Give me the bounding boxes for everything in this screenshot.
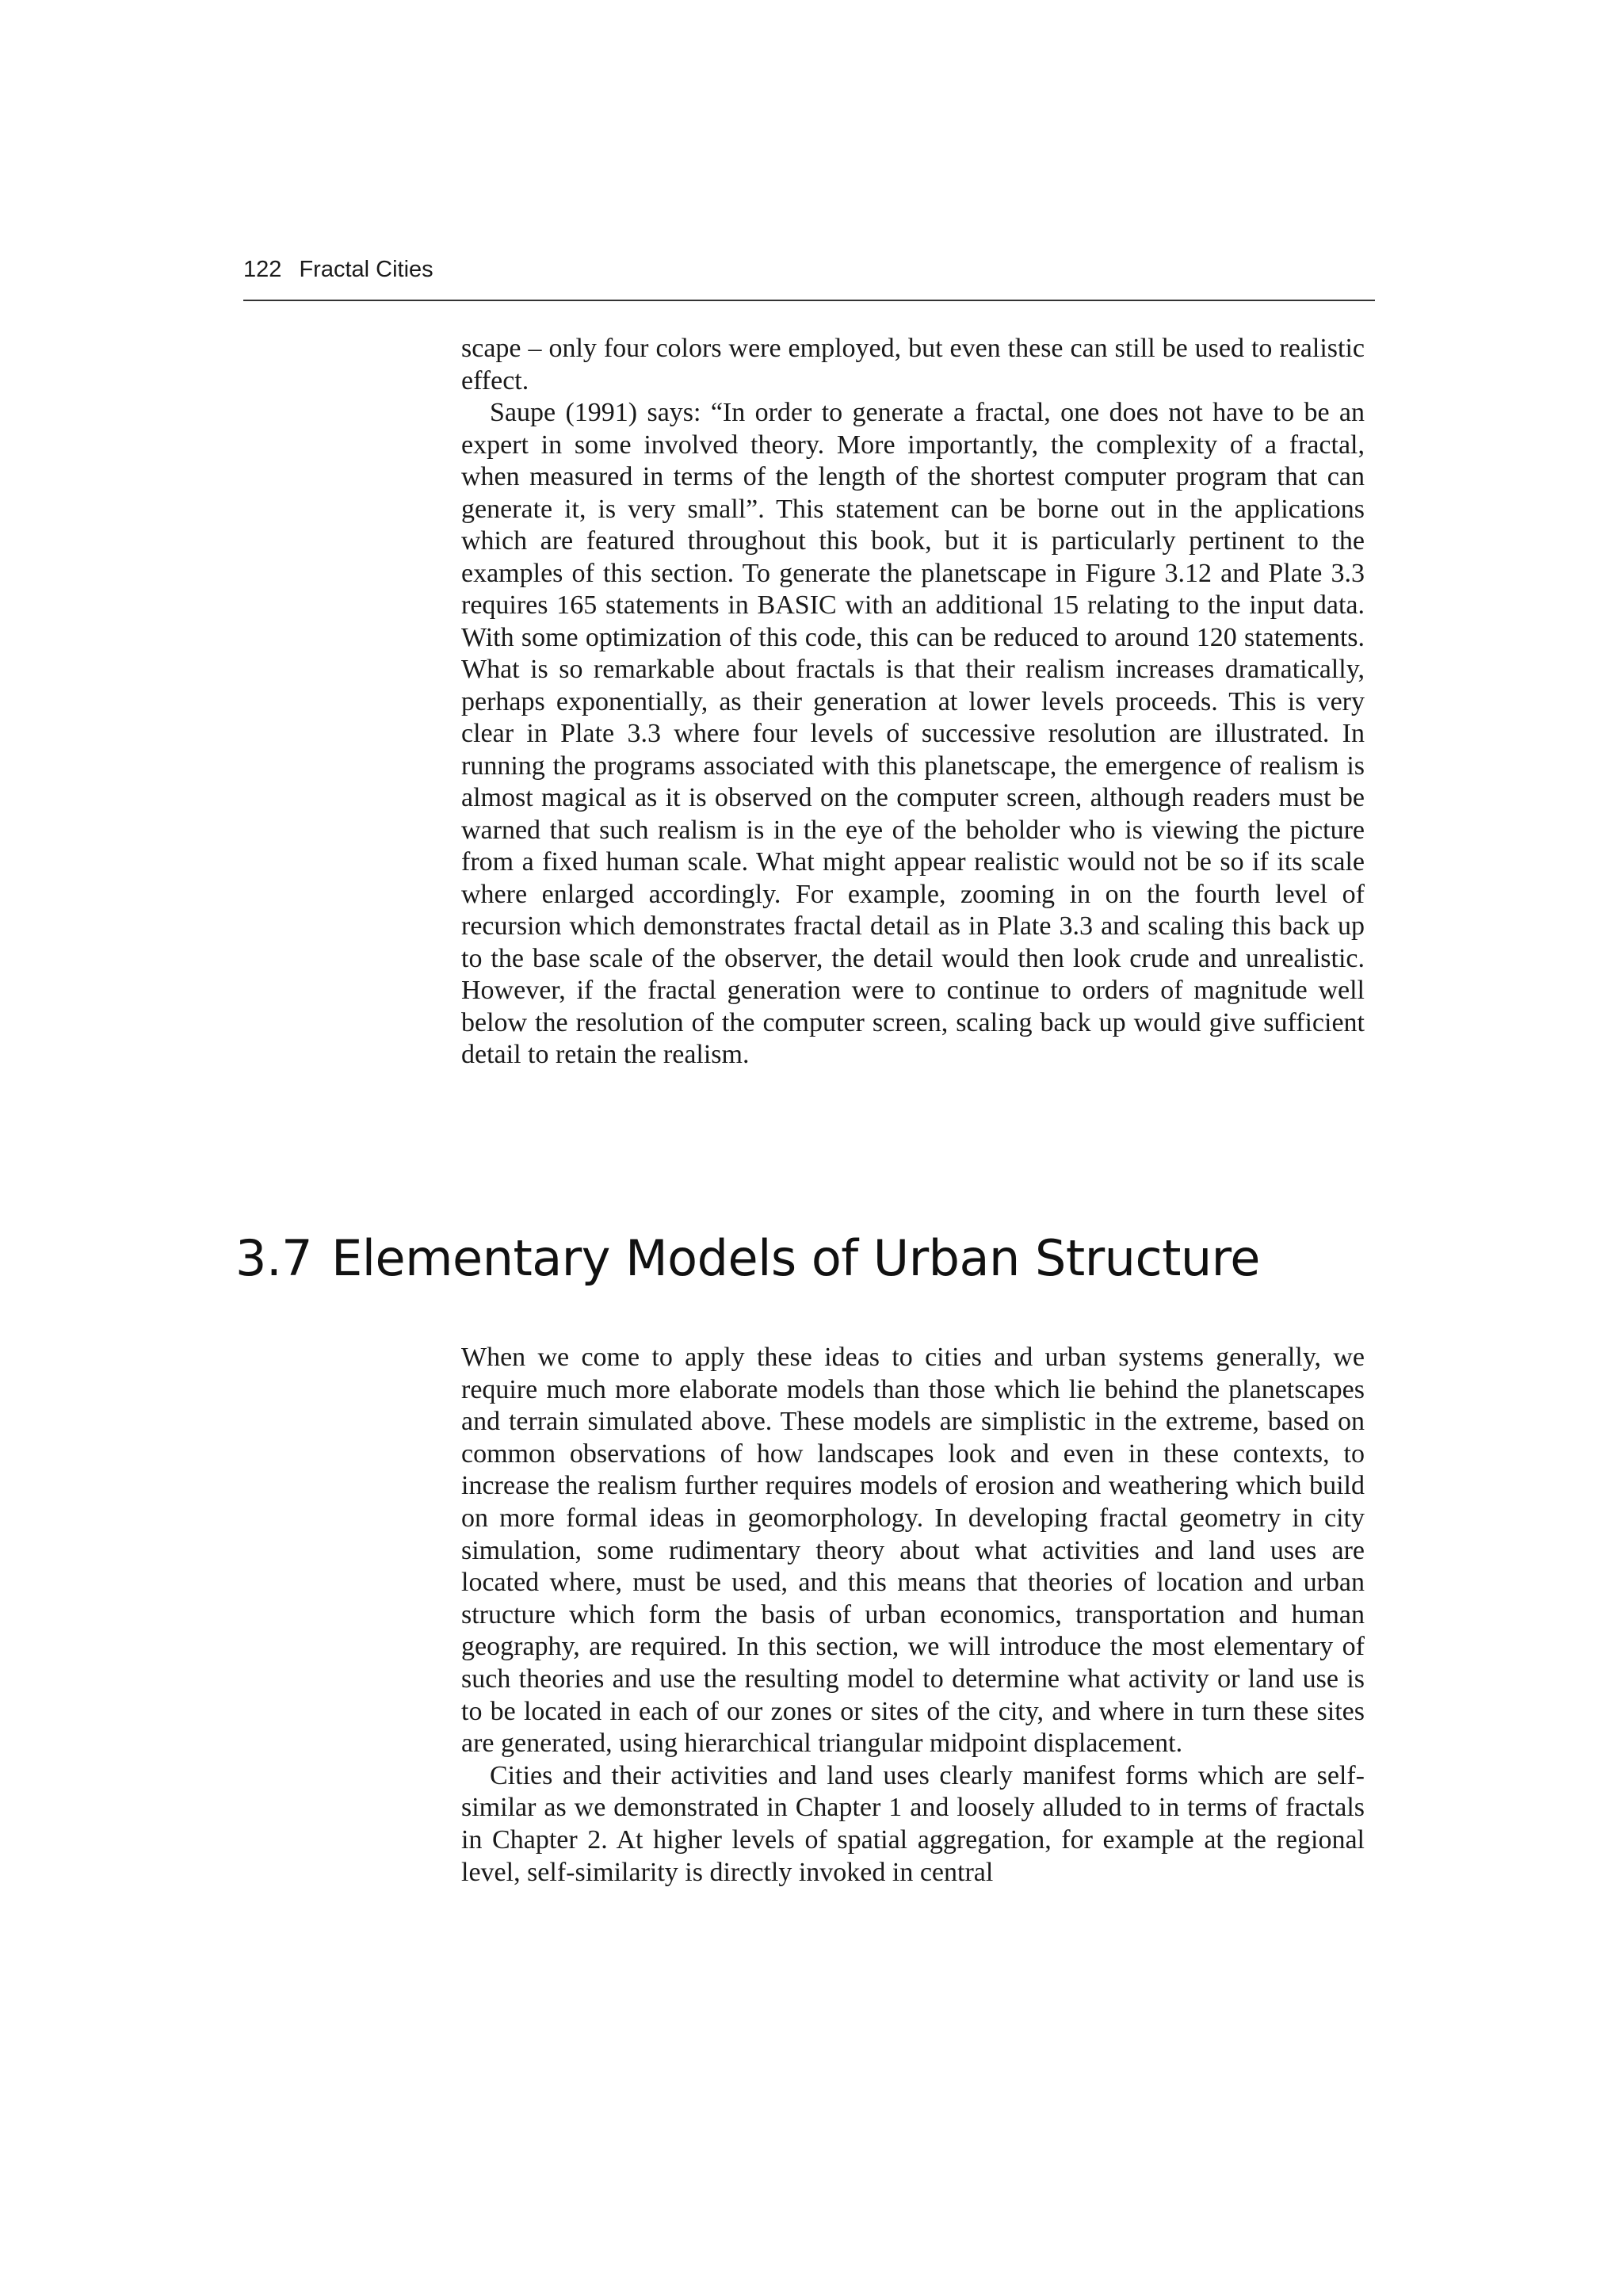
page-number: 122 [243,257,282,282]
body-text-after-heading [461,1342,1365,1889]
body-text-before-heading [461,333,1365,1072]
paragraph: Saupe (1991) says: “In order to generate a fractal, one does not have to be an expert in some involved theory. More importantly, the complexity of a fractal, when measured in terms of the length of the shortest computer program that can generate it, is very small”. This statement can be borne out in the applications which are featured throughout this book, but it is particularly pertinent to the examples of this section. To generate the planetscape in Figure 3.12 and Plate 3.3 requires 165 statements in BASIC with an additional 15 relating to the input data. With some optimization of this code, this can be reduced to around 120 statements. What is so remarkable about fractals is that their realism increases dramatically, perhaps exponentially, as their generation at lower levels proceeds. This is very clear in Plate 3.3 where four levels of successive resolution are illustrated. In running the programs associated with this planetscape, the emergence of realism is almost magical as it is observed on the computer screen, although readers must be warned that such realism is in the eye of the beholder who is viewing the picture from a fixed human scale. What might appear realistic would not be so if its scale where enlarged accordingly. For example, zooming in on the fourth level of recursion which demonstrates fractal detail as in Plate 3.3 and scaling this back up to the base scale of the observer, the detail would then look crude and unrealistic. However, if the fractal generation were to continue to orders of magnitude well below the resolution of the computer screen, scaling back up would give sufficient detail to retain the realism. [461,398,1365,1069]
section-title: Elementary Models of Urban Structure [331,1229,1260,1287]
paragraph: scape – only four colors were employed, but even these can still be used to realistic effect. [461,334,1365,395]
section-heading [235,1227,1260,1290]
paragraph: Cities and their activities and land uses clearly manifest forms which are self-similar as we demonstrated in Chapter 1 and loosely alluded to in terms of fractals in Chapter 2. At higher levels of spatial aggregation, for example at the regional level, self-similarity is directly invoked in central [461,1760,1365,1887]
running-head-title: Fractal Cities [299,257,433,282]
section-number: 3.7 [235,1229,313,1287]
paragraph: When we come to apply these ideas to cities and urban systems generally, we require much more elaborate models than those which lie behind the planetscapes and terrain simulated above. These models are simplistic in the extreme, based on common observations of how landscapes look and even in these contexts, to increase the realism further requires models of erosion and weathering which build on more formal ideas in geomorphology. In developing fractal geometry in city simulation, some rudimentary theory about what activities and land uses are located where, must be used, and this means that theories of location and urban structure which form the basis of urban economics, transportation and human geography, are required. In this section, we will introduce the most elementary of such theories and use the resulting model to determine what activity or land use is to be located in each of our zones or sites of the city, and where in turn these sites are generated, using hierarchical triangular midpoint displacement. [461,1343,1365,1759]
running-head [243,255,1375,301]
